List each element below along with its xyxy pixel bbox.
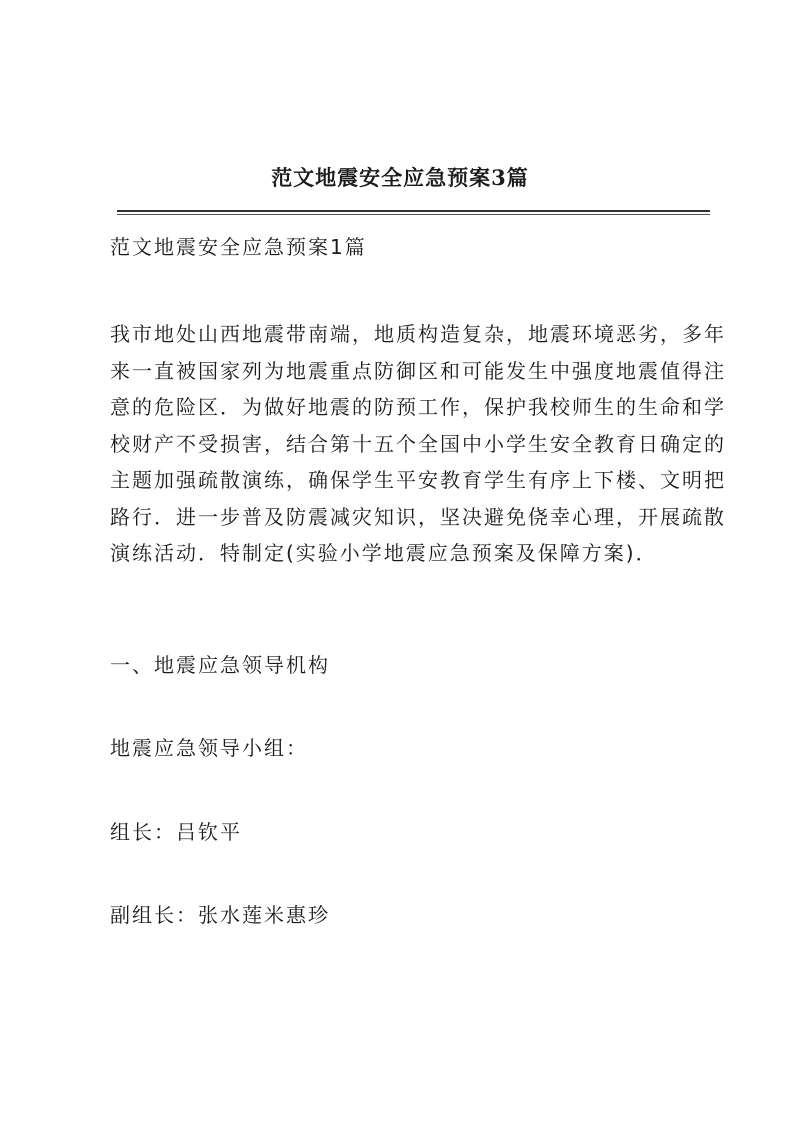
- paragraph-line: 来一直被国家列为地震重点防御区和可能发生中强度地震值得注: [110, 358, 726, 383]
- deputy-leader-line: 副组长：张水莲米惠珍: [110, 903, 330, 927]
- paragraph-line: 演练活动．特制定(实验小学地震应急预案及保障方案)．: [110, 541, 658, 565]
- paragraph-line: 我市地处山西地震带南端，地质构造复杂，地震环境恶劣，多年: [110, 322, 726, 346]
- paragraph-line: 路行．进一步普及防震减灾知识，坚决避免侥幸心理，开展疏散: [110, 504, 726, 529]
- paragraph-line: 主题加强疏散演练，确保学生平安教育学生有序上下楼、文明把: [110, 468, 726, 492]
- document-subtitle: 范文地震安全应急预案1篇: [110, 235, 367, 259]
- leader-line: 组长：吕钦平: [110, 820, 242, 844]
- document-title: 范文地震安全应急预案3篇: [271, 165, 529, 190]
- paragraph-line: 意的危险区．为做好地震的防预工作，保护我校师生的生命和学: [110, 395, 726, 419]
- title-divider-thin: [117, 214, 710, 215]
- title-divider-thick: [117, 210, 710, 212]
- section-heading: 一、地震应急领导机构: [110, 653, 330, 677]
- intro-paragraph: [110, 316, 726, 572]
- group-label: 地震应急领导小组：: [110, 736, 308, 760]
- paragraph-line: 校财产不受损害，结合第十五个全国中小学生安全教育日确定的: [110, 431, 726, 456]
